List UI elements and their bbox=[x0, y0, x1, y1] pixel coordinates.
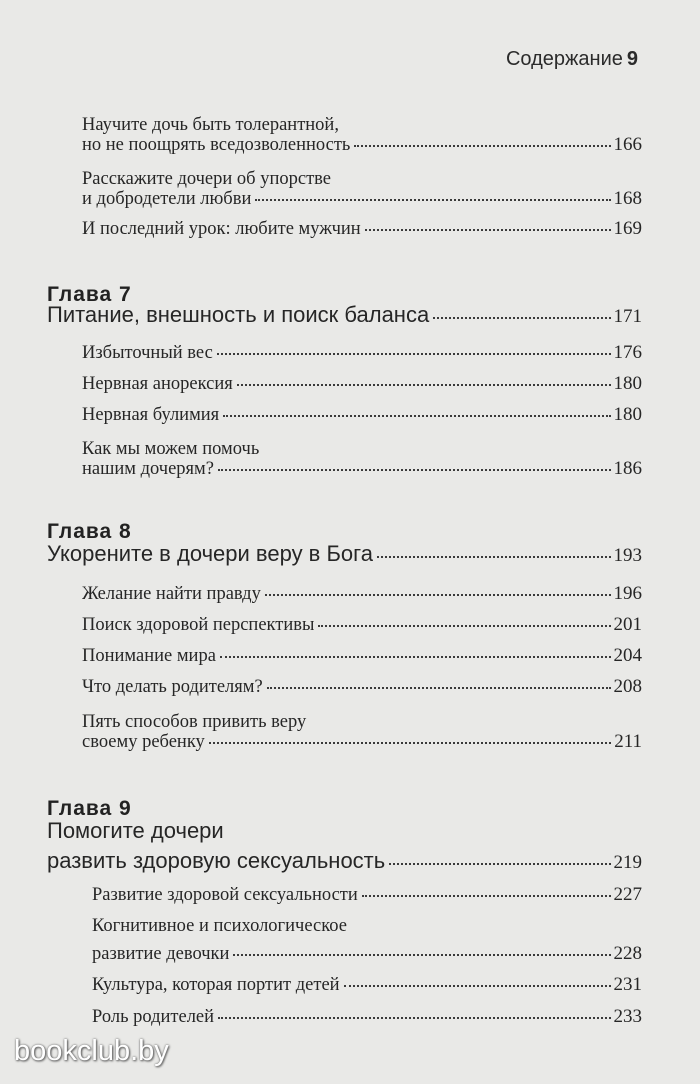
dot-leader bbox=[255, 199, 610, 201]
toc-entry[interactable] bbox=[82, 615, 642, 634]
toc-entry-title: своему ребенку bbox=[82, 731, 205, 752]
toc-page-number: 166 bbox=[613, 133, 642, 155]
toc-entry[interactable] bbox=[82, 343, 642, 362]
toc-page-number: 180 bbox=[613, 403, 642, 425]
running-head-page-number: 9 bbox=[626, 48, 638, 70]
dot-leader bbox=[220, 656, 611, 658]
toc-chapter-title: развить здоровую сексуальность bbox=[47, 848, 386, 873]
toc-page-number: 169 bbox=[613, 217, 642, 239]
toc-page-number: 219 bbox=[613, 852, 642, 873]
chapter-label: Глава 8 bbox=[47, 520, 132, 543]
toc-entry[interactable] bbox=[92, 885, 642, 904]
dot-leader bbox=[362, 895, 611, 897]
dot-leader bbox=[354, 145, 610, 147]
toc-entry[interactable] bbox=[82, 646, 642, 665]
toc-entry-title: Желание найти правду bbox=[82, 583, 261, 604]
toc-page-number: 211 bbox=[614, 730, 642, 752]
toc-entry-title-line1: Расскажите дочери об упорстве bbox=[82, 169, 331, 189]
toc-page-number: 231 bbox=[613, 973, 642, 995]
chapter-label: Глава 9 bbox=[47, 797, 132, 820]
dot-leader bbox=[217, 353, 611, 355]
dot-leader bbox=[218, 1017, 610, 1019]
dot-leader bbox=[267, 687, 611, 689]
toc-entry-title: и добродетели любви bbox=[82, 188, 252, 209]
dot-leader bbox=[223, 415, 610, 417]
toc-page-number: 228 bbox=[613, 942, 642, 964]
toc-entry[interactable] bbox=[82, 440, 642, 478]
toc-entry[interactable] bbox=[82, 405, 642, 424]
toc-entry-title: И последний урок: любите мужчин bbox=[82, 218, 361, 239]
running-head-title: Содержание bbox=[505, 48, 623, 70]
toc-page-number: 204 bbox=[613, 644, 642, 666]
toc-entry-title: Культура, которая портит детей bbox=[92, 974, 340, 995]
toc-entry-title-line1: Научите дочь быть толерантной, bbox=[82, 115, 339, 135]
toc-entry-title: развитие девочки bbox=[92, 943, 230, 964]
dot-leader bbox=[365, 229, 611, 231]
toc-page-number: 186 bbox=[613, 457, 642, 479]
toc-chapter-title: Питание, внешность и поиск баланса bbox=[47, 302, 430, 327]
toc-entry-title: нашим дочерям? bbox=[82, 458, 214, 479]
toc-entry[interactable] bbox=[82, 374, 642, 393]
dot-leader bbox=[389, 863, 610, 865]
toc-entry[interactable] bbox=[92, 975, 642, 994]
toc-page-number: 176 bbox=[613, 341, 642, 363]
toc-entry-title-line1: Когнитивное и психологическое bbox=[92, 916, 347, 936]
toc-entry-title: Избыточный вес bbox=[82, 342, 213, 363]
toc-entry[interactable] bbox=[82, 713, 642, 751]
toc-entry-title: Что делать родителям? bbox=[82, 676, 263, 697]
toc-entry-title: но не поощрять вседозволенность bbox=[82, 134, 351, 155]
chapter-label: Глава 7 bbox=[47, 283, 132, 306]
toc-page-number: 196 bbox=[613, 582, 642, 604]
dot-leader bbox=[233, 954, 610, 956]
toc-chapter-entry[interactable] bbox=[47, 303, 642, 326]
toc-page-number: 180 bbox=[613, 372, 642, 394]
toc-page-number: 193 bbox=[613, 545, 642, 566]
dot-leader bbox=[377, 556, 611, 558]
toc-page-number: 208 bbox=[613, 675, 642, 697]
toc-entry[interactable] bbox=[82, 584, 642, 603]
toc-entry-title: Роль родителей bbox=[92, 1006, 215, 1027]
toc-page-number: 227 bbox=[613, 883, 642, 905]
dot-leader bbox=[265, 594, 611, 596]
toc-entry-title-line1: Пять способов привить веру bbox=[82, 712, 307, 732]
toc-entry[interactable] bbox=[82, 219, 642, 238]
toc-entry[interactable] bbox=[82, 677, 642, 696]
dot-leader bbox=[433, 317, 610, 319]
toc-entry-title: Нервная булимия bbox=[82, 404, 220, 425]
toc-entry-title: Поиск здоровой перспективы bbox=[82, 614, 315, 635]
dot-leader bbox=[209, 742, 611, 744]
running-head bbox=[506, 48, 638, 71]
toc-entry[interactable] bbox=[82, 170, 642, 208]
toc-entry-title-line1: Как мы можем помочь bbox=[82, 439, 260, 459]
dot-leader bbox=[318, 625, 610, 627]
dot-leader bbox=[237, 384, 611, 386]
toc-entry[interactable] bbox=[82, 116, 642, 154]
toc-chapter-title: Укорените в дочери веру в Бога bbox=[47, 541, 373, 566]
toc-page-number: 233 bbox=[613, 1005, 642, 1027]
toc-entry-title: Понимание мира bbox=[82, 645, 216, 666]
watermark: bookclub.by bbox=[14, 1035, 169, 1067]
toc-page-number: 201 bbox=[613, 613, 642, 635]
toc-entry[interactable] bbox=[92, 1007, 642, 1026]
toc-chapter-entry[interactable] bbox=[47, 542, 642, 565]
toc-page-number: 171 bbox=[613, 306, 642, 327]
toc-entry-title: Развитие здоровой сексуальности bbox=[92, 884, 358, 905]
toc-page-number: 168 bbox=[613, 187, 642, 209]
toc-chapter-title-line1: Помогите дочери bbox=[47, 818, 224, 843]
toc-entry[interactable] bbox=[92, 917, 642, 963]
toc-chapter-entry[interactable] bbox=[47, 820, 642, 872]
dot-leader bbox=[344, 985, 611, 987]
dot-leader bbox=[218, 469, 611, 471]
toc-entry-title: Нервная анорексия bbox=[82, 373, 233, 394]
